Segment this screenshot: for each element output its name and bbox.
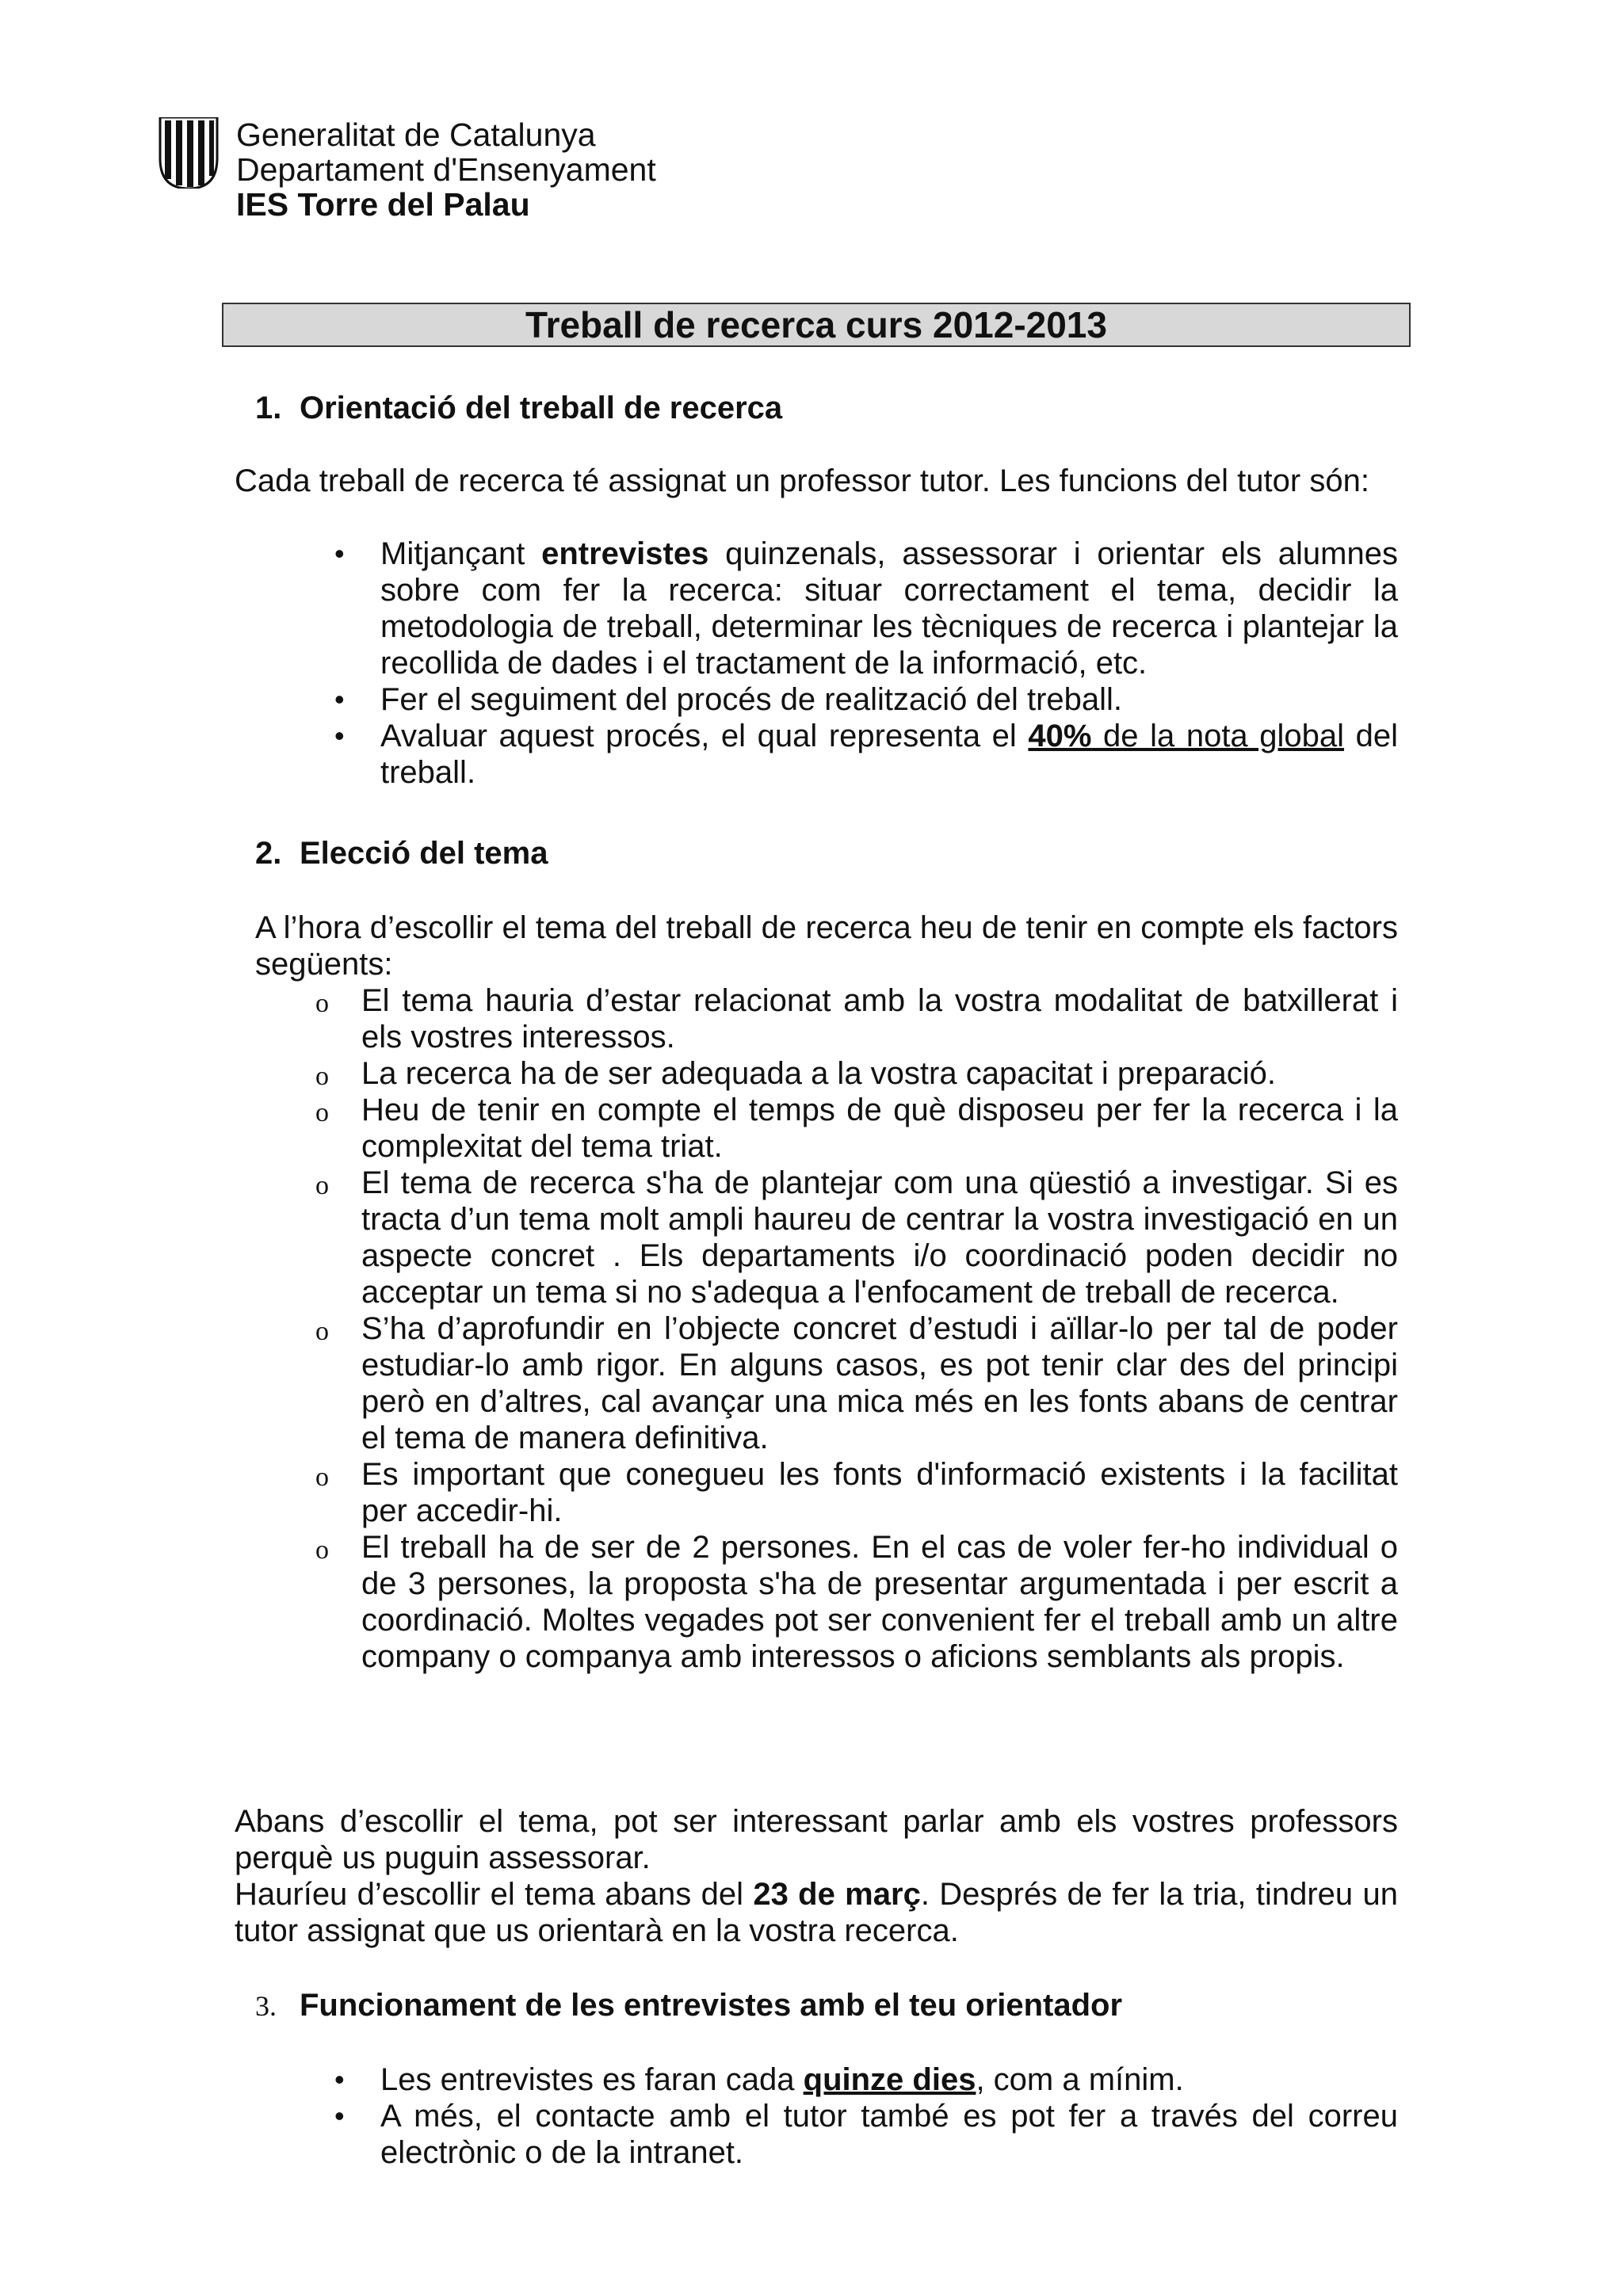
list-item: • Avaluar aquest procés, el qual representa el 40% de la nota global del treball. [380,718,1398,791]
list-item: o Es important que conegueu les fonts d'informació existents i la facilitat per accedir-hi. [361,1456,1398,1529]
interviews-list [380,2061,1398,2171]
section-3-number: 3. [255,1990,277,2022]
section-2-title: Elecció del tema [300,836,548,871]
section-2-number: 2. [255,836,282,871]
section-3-title: Funcionament de les entrevistes amb el teu orientador [300,1988,1123,2023]
topic-factors-list [361,982,1398,1675]
section-3-heading [255,1987,1122,2024]
section-2-intro: A l’hora d’escollir el tema del treball de recerca heu de tenir en compte els factors següents: [255,910,1398,982]
section-1-heading [255,390,782,426]
list-item: o Heu de tenir en compte el temps de què disposeu per fer la recerca i la complexitat del tema triat. [361,1092,1398,1165]
school-name: IES Torre del Palau [236,186,530,223]
deadline-paragraph: Hauríeu d’escollir el tema abans del 23 de març. Després de fer la tria, tindreu un tutor assignat que us orientarà en la vostra recerca. [235,1877,1398,1948]
list-item: o El tema de recerca s'ha de plantejar com una qüestió a investigar. Si es tracta d’un tema molt ampli haureu de centrar la vostra investigació en un aspecte concret . Els departaments i/o coordinació poden decidir no acceptar un tema si no s'adequa a l'enfocament de treball de recerca. [361,1165,1398,1310]
tutor-functions-list [380,536,1398,791]
list-item: • Fer el seguiment del procés de realització del treball. [380,681,1398,718]
list-item: o El tema hauria d’estar relacionat amb la vostra modalitat de batxillerat i els vostres interessos. [361,982,1398,1055]
generalitat-logo [158,117,219,189]
list-item: o El treball ha de ser de 2 persones. En el cas de voler fer-ho individual o de 3 persones, la proposta s'ha de presentar argumentada i per escrit a coordinació. Moltes vegades pot ser convenient fer el treball amb un altre company o companya amb interessos o aficions semblants als propis. [361,1529,1398,1675]
header-line-1: Generalitat de Catalunya [236,116,596,153]
list-item: • Les entrevistes es faran cada quinze dies, com a mínim. [380,2061,1398,2098]
list-item: • A més, el contacte amb el tutor també es pot fer a través del correu electrònic o de la intranet. [380,2098,1398,2171]
section-1-number: 1. [255,391,282,425]
list-item: • Mitjançant entrevistes quinzenals, assessorar i orientar els alumnes sobre com fer la recerca: situar correctament el tema, decidir la metodologia de treball, determinar les tècniques de recerca i plantejar la recollida de dades i el tractament de la informació, etc. [380,536,1398,681]
list-item: o S’ha d’aprofundir en l’objecte concret d’estudi i aïllar-lo per tal de poder estudiar-lo amb rigor. En alguns casos, es pot tenir clar des del principi però en d’altres, cal avançar una mica més en les fonts abans de centrar el tema de manera definitiva. [361,1310,1398,1456]
section-2-advice [235,1803,1398,1949]
header-line-2: Departament d'Ensenyament [236,151,656,188]
section-1-intro: Cada treball de recerca té assignat un professor tutor. Les funcions del tutor són: [235,463,1369,498]
deadline-date: 23 de març [753,1877,921,1912]
institution-header [236,117,656,222]
section-1-title: Orientació del treball de recerca [300,391,783,425]
document-title: Treball de recerca curs 2012-2013 [222,303,1411,347]
list-item: o La recerca ha de ser adequada a la vostra capacitat i preparació. [361,1055,1398,1092]
advice-paragraph: Abans d’escollir el tema, pot ser interessant parlar amb els vostres professors perquè us puguin assessorar. [235,1804,1398,1875]
section-2-heading [255,835,548,871]
